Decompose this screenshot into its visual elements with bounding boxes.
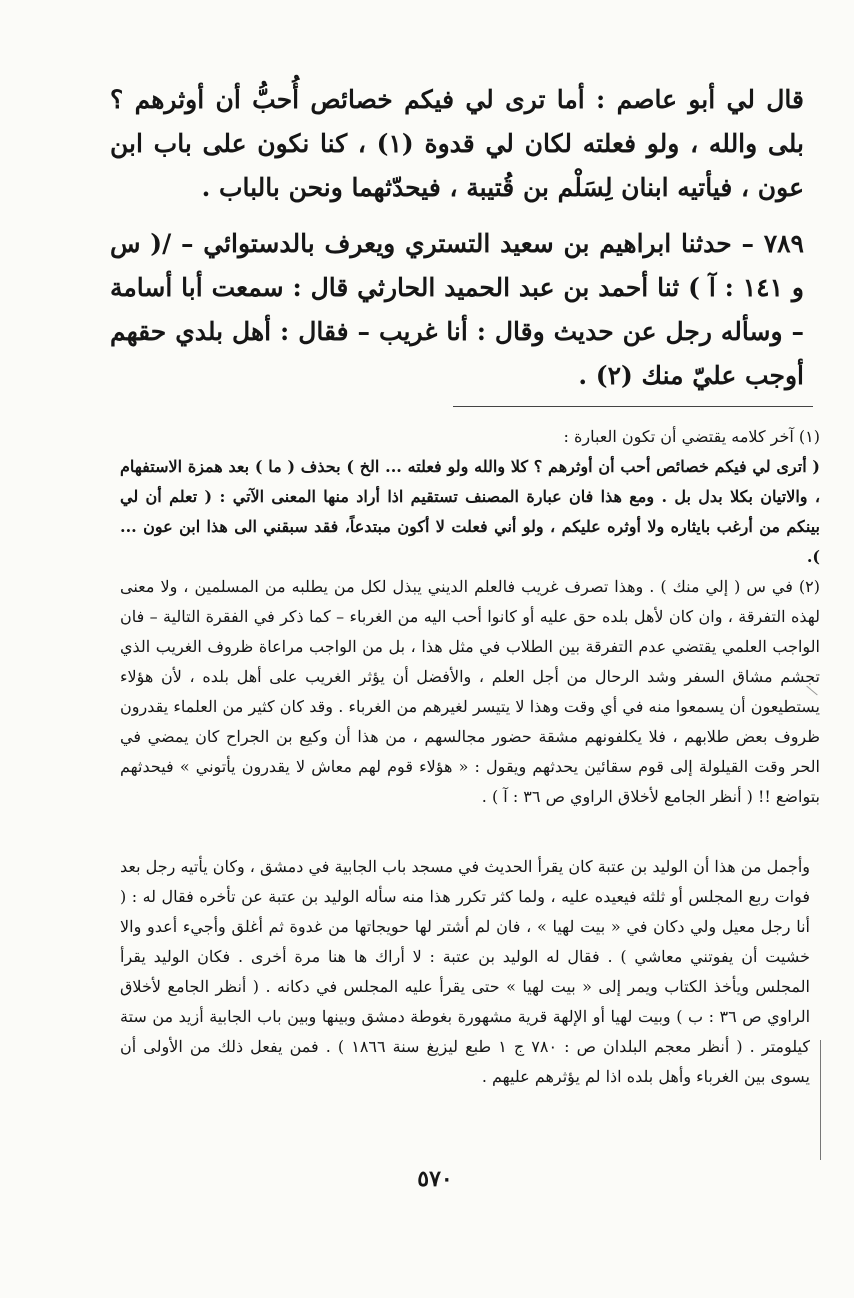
footnote-2-text: (٢) في س ( إلي منك ) . وهذا تصرف غريب فالعلم الديني يبذل لكل من يطلبه من المسلمين ، ولا معنى لهذه التفرقة ، وان كان لأهل بلده حق عليه أو كانوا أحب اليه من الغرباء – كما ذكر في الفقرة التالية – فان الواجب العلمي يقتضي عدم التفرقة بين الطلاب في مثل هذا ، بل من الواجب مراعاة ظروف الغريب الذي تجشم مشاق السفر وشد الرحال من أجل العلم ، والأفضل أن يؤثر الغريب على أهل بلده ، لأن هؤلاء يستطيعون أن يسمعوا منه في أي وقت وهذا لا يتيسر لغيرهم من الغرباء . وقد كان كثير من العلماء يقدرون ظروف بعض طلابهم ، فلا يكلفونهم مشقة حضور مجالسهم ، من هذا أن وكيع بن الجراح كان يمضي في الحر وقت القيلولة إلى قوم سقائين يحدثهم ويقول : « هؤلاء قوم لهم معاش لا يقدرون يأتوني » فيحدثهم بتواضع !! ( أنظر الجامع لأخلاق الراوي ص ٣٦ : آ ) . xyxy=(120,577,820,806)
footnote-1-text: ( أترى لي فيكم خصائص أحب أن أوثرهم ؟ كلا والله ولو فعلته ... الخ ) بحذف ( ما ) بعد همزة الاستفهام ، والاتيان بكلا بدل بل . ومع هذا فان عبارة المصنف تستقيم اذا أراد منها المعنى الآتي : ( تعلم أن لي بينكم من أرغب بايثاره ولا أوثره عليكم ، ولو أني فعلت لا أكون مبتدعاً، فقد سبقني الى هذا ابن عون ... ). xyxy=(120,457,820,566)
main-paragraph-1-text: قال لي أبو عاصم : أما ترى لي فيكم خصائص أُحبُّ أن أوثرهم ؟ بلى والله ، ولو فعلته لكان لي قدوة (١) ، كنا نكون على باب ابن عون ، فيأتيه ابنان لِسَلْم بن قُتيبة ، فيحدّثهما ونحن بالباب . xyxy=(110,85,805,202)
main-paragraph-2-text: ٧٨٩ – حدثنا ابراهيم بن سعيد التستري ويعرف بالدستوائي – /( س و ١٤١ : آ ) ثنا أحمد بن عبد الحميد الحارثي قال : سمعت أبا أسامة – وسأله رجل عن حديث وقال : أنا غريب – فقال : أهل بلدي حقهم أوجب عليّ منك (٢) . xyxy=(110,229,804,390)
footnote-1-intro: (١) آخر كلامه يقتضي أن تكون العبارة : xyxy=(563,427,820,446)
footnotes xyxy=(120,422,820,812)
footnote-divider xyxy=(453,406,813,407)
scan-artifact-line xyxy=(820,1040,821,1160)
footnote-continuation xyxy=(120,852,810,1092)
main-paragraph-2 xyxy=(110,222,804,398)
footnote-continuation-text: وأجمل من هذا أن الوليد بن عتبة كان يقرأ الحديث في مسجد باب الجابية في دمشق ، وكان يأتيه رجل بعد فوات ربع المجلس أو ثلثه فيعيده عليه ، ولما كثر تكرر هذا منه سأله الوليد بن عتبة عن تأخره فقال له : ( أنا رجل معيل ولي دكان في « بيت لهيا » ، فان لم أشتر لها حويجاتها من غدوة ثم أغلق وأجيء أعدو والا خشيت أن يفوتني معاشي ) . فقال له الوليد بن عتبة : لا أراك ها هنا مرة أخرى . فكان الوليد يقرأ المجلس ويأخذ الكتاب ويمر إلى « بيت لهيا » حتى يقرأ عليه المجلس في دكانه . ( أنظر الجامع لأخلاق الراوي ص ٣٦ : ب ) وبيت لهيا أو الإلهة قرية مشهورة بغوطة دمشق وبينها وبين باب الجابية أزيد من ستة كيلومتر . ( أنظر معجم البلدان ص : ٧٨٠ ج ١ طبع ليزيغ سنة ١٨٦٦ ) . فمن يفعل ذلك من الأولى أن يسوى بين الغرباء وأهل بلده اذا لم يؤثرهم عليهم . xyxy=(120,857,811,1086)
page-number: ٥٧٠ xyxy=(417,1166,453,1192)
main-paragraph-1 xyxy=(110,78,804,210)
